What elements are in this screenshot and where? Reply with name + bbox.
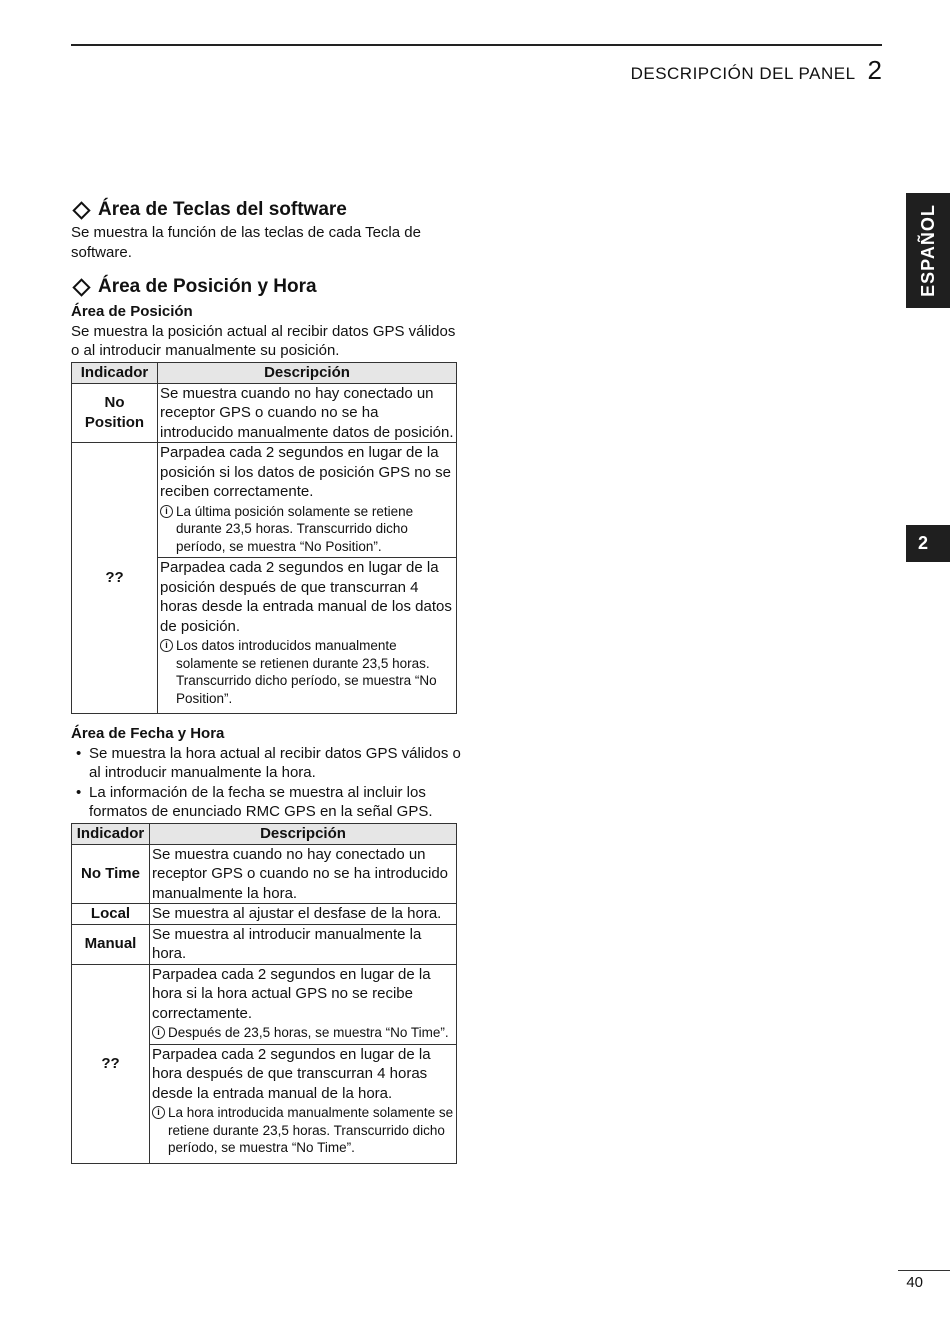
language-tab: [906, 193, 950, 308]
description-cell: Se muestra cuando no hay conectado un receptor GPS o cuando no se ha introducido manualmente la hora.: [150, 844, 457, 904]
chapter-tab: [906, 525, 950, 562]
table-header-row: [72, 362, 457, 383]
table-row: [72, 844, 457, 904]
indicator-cell: No Time: [72, 844, 150, 904]
chapter-tab-label: 2: [918, 533, 929, 553]
note-text: Después de 23,5 horas, se muestra “No Time”.: [168, 1025, 449, 1040]
description-cell: Se muestra cuando no hay conectado un receptor GPS o cuando no se ha introducido manualmente datos de posición.: [158, 383, 457, 443]
language-tab-label: ESPAÑOL: [917, 204, 938, 297]
softkeys-body: Se muestra la función de las teclas de cada Tecla de software.: [71, 224, 421, 261]
table-row: [72, 443, 457, 714]
indicator-cell: Local: [72, 904, 150, 925]
page-number: 40: [906, 1274, 923, 1291]
header-title: DESCRIPCIÓN DEL PANEL: [630, 64, 856, 83]
description-cell: Se muestra al introducir manualmente la hora.: [150, 924, 457, 964]
table-row: [72, 383, 457, 443]
note: [152, 1104, 454, 1157]
list-item: • La información de la fecha se muestra al incluir los formatos de enunciado RMC GPS en la señal GPS.: [71, 783, 461, 822]
main-content: [71, 199, 461, 1164]
diamond-icon: [72, 201, 90, 219]
diamond-icon: [72, 278, 90, 296]
date-time-area-subtitle: Área de Fecha y Hora: [71, 725, 225, 742]
indicator-cell: No Position: [72, 383, 158, 443]
info-icon: i: [152, 1026, 165, 1039]
description-text: Parpadea cada 2 segundos en lugar de la hora si la hora actual GPS no se recibe correctamente.: [152, 965, 431, 1022]
note-text: La última posición solamente se retiene durante 23,5 horas. Transcurrido dicho período, se muestra “No Position”.: [176, 503, 414, 554]
note: [152, 1024, 454, 1042]
header-chapter-number: 2: [867, 55, 882, 85]
position-area-subtitle: Área de Posición: [71, 303, 193, 320]
softkeys-heading: [71, 199, 461, 221]
position-time-heading: [71, 276, 461, 298]
table-header-row: [72, 823, 457, 844]
info-icon: i: [152, 1106, 165, 1119]
column-header-description: Descripción: [150, 823, 457, 844]
indicator-cell: Manual: [72, 924, 150, 964]
description-text: Parpadea cada 2 segundos en lugar de la hora después de que transcurran 4 horas desde la entrada manual de la hora.: [152, 1045, 431, 1102]
description-cell: [158, 443, 457, 714]
indicator-cell: ??: [72, 964, 150, 1163]
note-text: Los datos introducidos manualmente solamente se retienen durante 23,5 horas. Transcurrido dicho período, se muestra “No Position”.: [176, 638, 437, 706]
description-cell: Se muestra al ajustar el desfase de la hora.: [150, 904, 457, 925]
indicator-cell: ??: [72, 443, 158, 714]
softkeys-title: Área de Teclas del software: [98, 199, 347, 220]
header-rule: [71, 44, 882, 46]
column-header-indicator: Indicador: [72, 362, 158, 383]
column-header-description: Descripción: [158, 362, 457, 383]
date-time-bullets: [71, 744, 461, 822]
description-text: Parpadea cada 2 segundos en lugar de la posición si los datos de posición GPS no se reciben correctamente.: [160, 444, 451, 500]
footer-rule: [898, 1270, 950, 1271]
column-header-indicator: Indicador: [72, 823, 150, 844]
table-row: [72, 964, 457, 1163]
date-time-table: [71, 823, 457, 1164]
table-row: [72, 904, 457, 925]
page-header: [631, 55, 882, 86]
description-cell: [150, 964, 457, 1163]
note-text: La hora introducida manualmente solamente se retiene durante 23,5 horas. Transcurrido dicho período, se muestra “No Time”.: [168, 1105, 454, 1155]
description-text: Parpadea cada 2 segundos en lugar de la posición después de que transcurran 4 horas desde la entrada manual de los datos de posición.: [160, 559, 452, 635]
list-item: • Se muestra la hora actual al recibir datos GPS válidos o al introducir manualmente la hora.: [71, 744, 461, 783]
position-table: [71, 362, 457, 715]
position-time-title: Área de Posición y Hora: [98, 276, 317, 297]
info-icon: i: [160, 639, 173, 652]
position-area-body: Se muestra la posición actual al recibir datos GPS válidos o al introducir manualmente su posición.: [71, 322, 456, 359]
table-row: [72, 924, 457, 964]
note: [160, 503, 454, 556]
info-icon: i: [160, 505, 173, 518]
note: [160, 637, 454, 707]
